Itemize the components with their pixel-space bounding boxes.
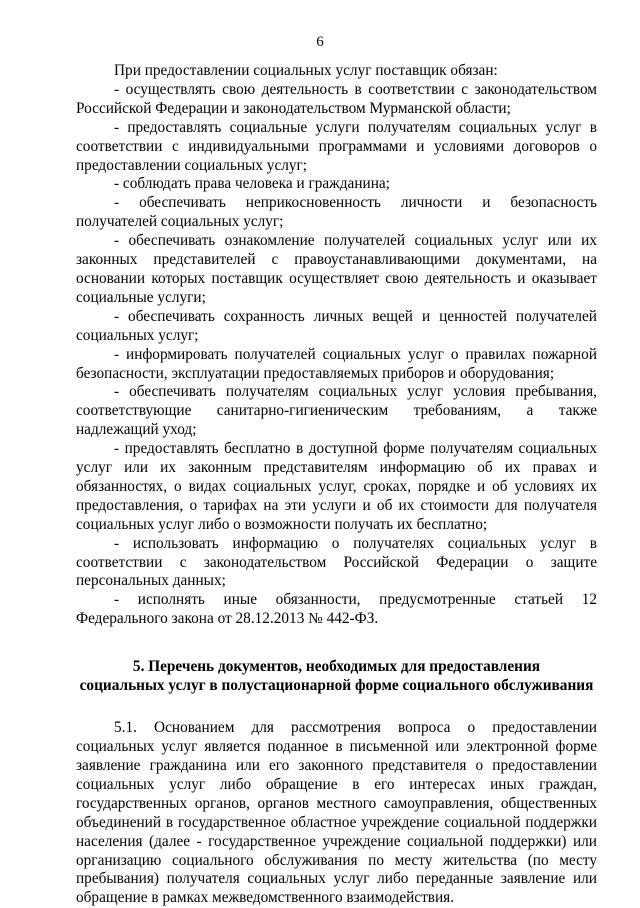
- obligation-item: - обеспечивать получателям социальных услуг условия пребывания, соответствующие санитарно-гигиеническим требованиям, а также надлежащий уход;: [76, 383, 597, 439]
- document-body: [76, 62, 597, 908]
- obligation-item: - обеспечивать ознакомление получателей социальных услуг или их законных представителей с правоустанавливающими документами, на основании которых поставщик осуществляет свою деятельность и оказывает социальные услуги;: [76, 232, 597, 306]
- obligation-item: - информировать получателей социальных услуг о правилах пожарной безопасности, эксплуатации предоставляемых приборов и оборудования;: [76, 345, 597, 382]
- obligation-item: - предоставлять бесплатно в доступной форме получателям социальных услуг или их законным представителям информацию об их правах и обязанностях, о видах социальных услуг, сроках, порядке и об условиях их предоставления, о тарифах на эти услуги и об их стоимости для получателя социальных услуг либо о возможности получать их бесплатно;: [76, 440, 597, 533]
- obligation-item: - исполнять иные обязанности, предусмотренные статьей 12 Федерального закона от 28.12.2013 № 442-ФЗ.: [76, 591, 597, 628]
- section-paragraph: 5.1. Основанием для рассмотрения вопроса о предоставлении социальных услуг является поданное в письменной или электронной форме заявление гражданина или его законного представителя о предоставлении социальных услуг либо обращение в его интересах иных граждан, государственных органов, органов местного самоуправления, общественных объединений в государственное областное учреждение социальной поддержки населения (далее - государственное учреждение социальной поддержки) или организацию социального обслуживания по месту жительства (по месту пребывания) получателя социальных услуг либо переданные заявление или обращение в рамках межведомственного взаимодействия.: [76, 719, 597, 907]
- section-heading: [76, 657, 597, 695]
- obligation-item: - обеспечивать неприкосновенность личности и безопасность получателей социальных услуг;: [76, 194, 597, 231]
- section-heading-line-2: социальных услуг в полустационарной форме социального обслуживания: [79, 677, 594, 695]
- obligation-item: - обеспечивать сохранность личных вещей и ценностей получателей социальных услуг;: [76, 307, 597, 344]
- obligation-item: - предоставлять социальные услуги получателям социальных услуг в соответствии с индивидуальными программами и условиями договоров о предоставлении социальных услуг;: [76, 118, 597, 174]
- obligations-intro: При предоставлении социальных услуг поставщик обязан:: [114, 62, 498, 79]
- obligation-item: - использовать информацию о получателях социальных услуг в соответствии с законодательством Российской Федерации о защите персональных данных;: [76, 534, 597, 590]
- obligation-item: - осуществлять свою деятельность в соответствии с законодательством Российской Федерации и законодательством Мурманской области;: [76, 80, 597, 117]
- obligation-item: - соблюдать права человека и гражданина;: [114, 175, 390, 193]
- page-number: 6: [316, 34, 324, 50]
- section-heading-line-1: 5. Перечень документов, необходимых для предоставления: [132, 658, 541, 676]
